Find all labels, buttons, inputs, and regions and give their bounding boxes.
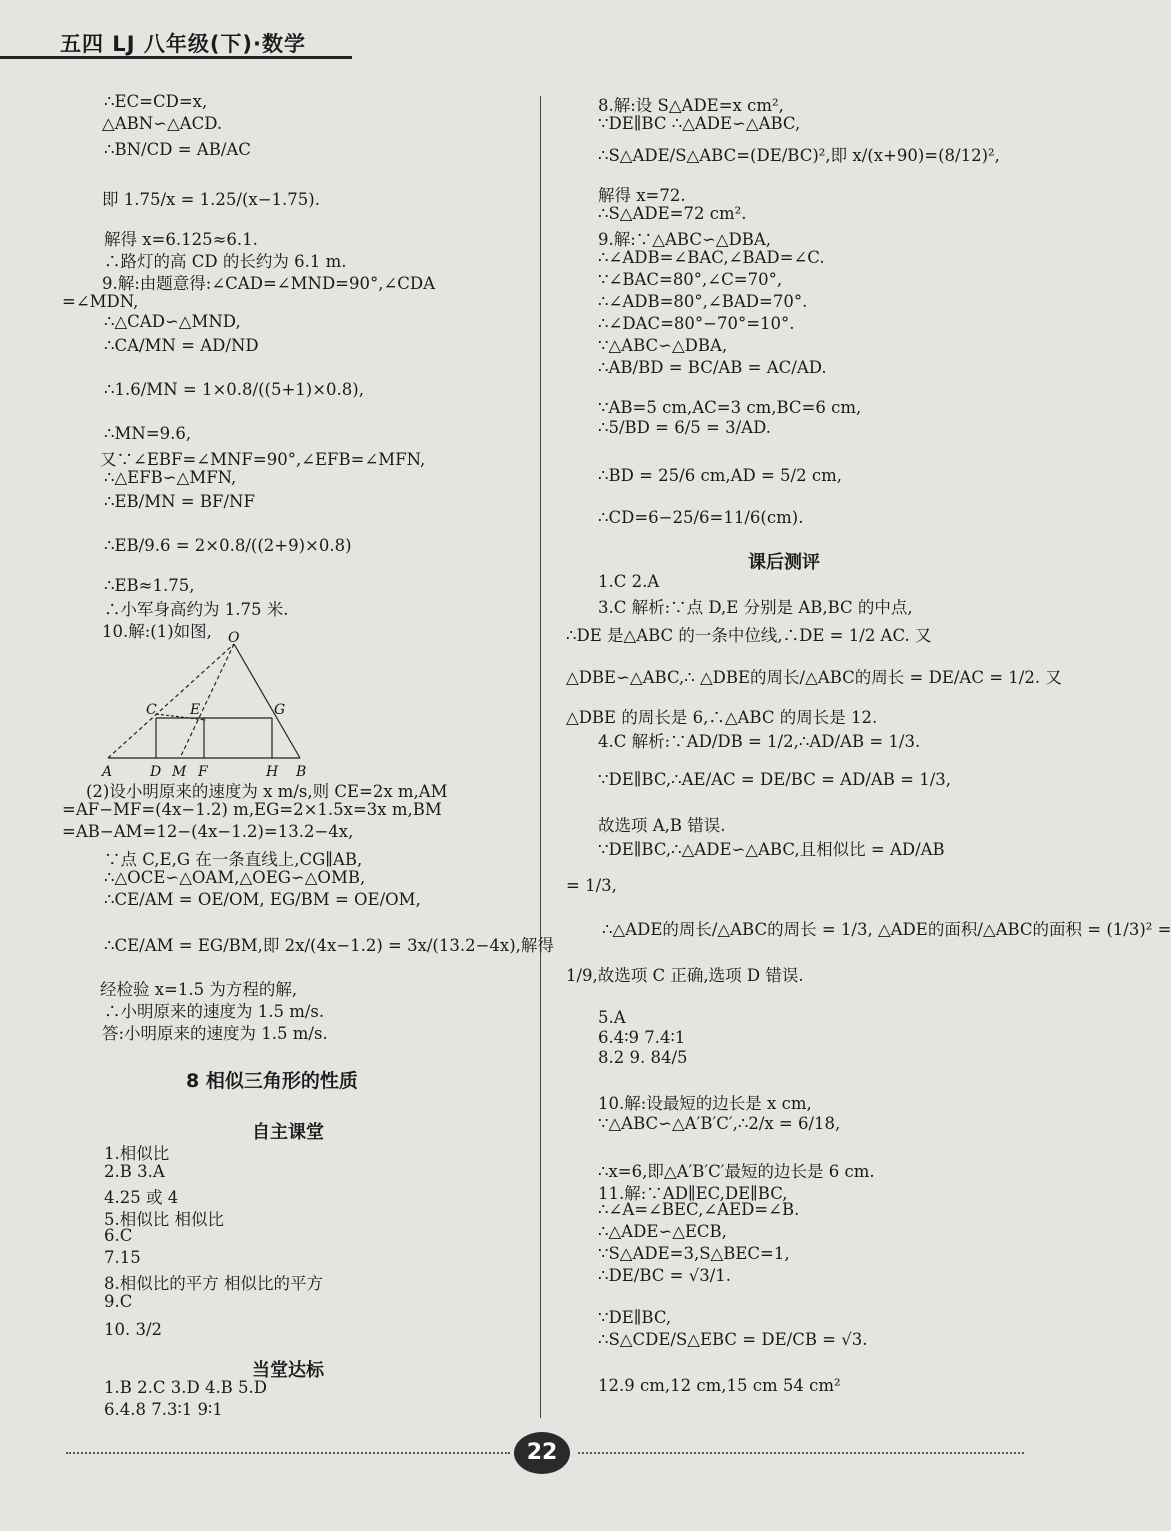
label-m: M [172, 764, 187, 780]
sub2-lines-line: 6.4.8 7.3∶1 9∶1 [104, 1400, 223, 1419]
left-lines-line: =AF−MF=(4x−1.2) m,EG=2×1.5x=3x m,BM [62, 800, 442, 819]
sub3-lines-line: = 1/3, [566, 876, 617, 895]
subsection-zizhu: 自主课堂 [252, 1122, 324, 1143]
left-lines-line: ∴小军身高约为 1.75 米. [104, 600, 289, 619]
sub3-lines-line: 1/9,故选项 C 正确,选项 D 错误. [566, 966, 804, 985]
left-lines-line: ∵点 C,E,G 在一条直线上,CG∥AB, [104, 850, 363, 869]
sub1-lines-line: 2.B 3.A [104, 1162, 165, 1181]
right-lines-line: ∴CD=6−25/6=11/6(cm). [598, 508, 804, 527]
sub3-lines-line: ∵DE∥BC,∴△ADE∽△ABC,且相似比 = AD/AB [598, 840, 945, 859]
label-f: F [198, 764, 208, 780]
label-d: D [150, 764, 162, 780]
left-lines-line: ∴BN/CD = AB/AC [104, 140, 251, 159]
label-b: B [296, 764, 307, 780]
sub3-lines-line: ∵△ABC∽△A′B′C′,∴2/x = 6/18, [598, 1114, 841, 1133]
right-lines-line: ∵AB=5 cm,AC=3 cm,BC=6 cm, [598, 398, 862, 417]
sub3-lines-line: △DBE 的周长是 6,∴△ABC 的周长是 12. [566, 708, 878, 727]
sub3-lines-line: ∴△ADE的周长/△ABC的周长 = 1/3, △ADE的面积/△ABC的面积 = (1/3)² = [602, 920, 1171, 939]
sub1-lines-line: 4.25 或 4 [104, 1188, 179, 1207]
right-lines-line: ∴S△ADE/S△ABC=(DE/BC)²,即 x/(x+90)=(8/12)², [598, 146, 1000, 165]
sub1-lines-line: 6.C [104, 1226, 133, 1245]
label-h: H [266, 764, 279, 780]
left-lines-line: ∴CE/AM = OE/OM, EG/BM = OE/OM, [104, 890, 421, 909]
page-number: 22 [514, 1432, 570, 1474]
sub3-lines-line: ∴DE/BC = √3/1. [598, 1266, 732, 1285]
footer-dots-right [578, 1452, 1024, 1454]
sub3-lines-line: ∴△ADE∽△ECB, [598, 1222, 727, 1241]
page-header: 五四 LJ 八年级(下)·数学 [60, 32, 306, 56]
column-divider [540, 96, 541, 1418]
sub3-lines-line: 8.2 9. 84/5 [598, 1048, 688, 1067]
right-lines-line: ∴∠DAC=80°−70°=10°. [598, 314, 795, 333]
right-lines-line: ∴∠ADB=∠BAC,∠BAD=∠C. [598, 248, 825, 267]
sub1-lines-line: 5.相似比 相似比 [104, 1210, 224, 1229]
label-a: A [102, 764, 113, 780]
left-lines-line: 即 1.75/x = 1.25/(x−1.75). [102, 190, 320, 209]
triangle-figure [100, 632, 320, 780]
right-lines-line: 9.解:∵△ABC∽△DBA, [598, 230, 771, 249]
left-lines-line: △ABN∽△ACD. [102, 114, 223, 133]
label-g: G [274, 702, 286, 718]
left-lines-line: ∴△EFB∽△MFN, [104, 468, 237, 487]
left-lines-line: =∠MDN, [62, 292, 139, 311]
left-lines-line: ∴CA/MN = AD/ND [104, 336, 259, 355]
figure-line-oa [108, 644, 234, 758]
right-lines-line: ∴BD = 25/6 cm,AD = 5/2 cm, [598, 466, 842, 485]
sub3-lines-line: 5.A [598, 1008, 626, 1027]
sub3-lines-line: 1.C 2.A [598, 572, 660, 591]
sub1-lines-line: 7.15 [104, 1248, 141, 1267]
left-lines-line: ∴EC=CD=x, [104, 92, 208, 111]
left-lines-line: ∴路灯的高 CD 的长约为 6.1 m. [104, 252, 347, 271]
sub3-lines-line: 10.解:设最短的边长是 x cm, [598, 1094, 812, 1113]
sub1-lines-line: 1.相似比 [104, 1144, 170, 1163]
sub3-lines-line: ∴S△CDE/S△EBC = DE/CB = √3. [598, 1330, 868, 1349]
left-lines-line: ∴MN=9.6, [104, 424, 192, 443]
left-lines-line: ∴△OCE∽△OAM,△OEG∽△OMB, [104, 868, 366, 887]
right-lines-line: ∵△ABC∽△DBA, [598, 336, 728, 355]
right-lines-line: 8.解:设 S△ADE=x cm², [598, 96, 784, 115]
sub3-lines-line: ∴DE 是△ABC 的一条中位线,∴DE = 1/2 AC. 又 [566, 626, 932, 645]
right-lines-line: ∴5/BD = 6/5 = 3/AD. [598, 418, 771, 437]
sub1-lines-line: 10. 3/2 [104, 1320, 163, 1339]
left-lines-line: ∴CE/AM = EG/BM,即 2x/(4x−1.2) = 3x/(13.2−4x),解得 [104, 936, 554, 955]
sub3-lines-line: 4.C 解析:∵AD/DB = 1/2,∴AD/AB = 1/3. [598, 732, 921, 751]
sub3-lines-line: 11.解:∵AD∥EC,DE∥BC, [598, 1184, 788, 1203]
section-title: 8 相似三角形的性质 [186, 1070, 358, 1092]
sub3-lines-line: ∴∠A=∠BEC,∠AED=∠B. [598, 1200, 800, 1219]
right-lines-line: ∵DE∥BC ∴△ADE∽△ABC, [598, 114, 801, 133]
left-lines-line: =AB−AM=12−(4x−1.2)=13.2−4x, [62, 822, 354, 841]
subsection-dangtang: 当堂达标 [252, 1360, 324, 1381]
sub3-lines-line: 3.C 解析:∵点 D,E 分别是 AB,BC 的中点, [598, 598, 913, 617]
footer-dots-left [66, 1452, 510, 1454]
sub1-lines-line: 8.相似比的平方 相似比的平方 [104, 1274, 323, 1293]
sub3-lines-line: 6.4∶9 7.4∶1 [598, 1028, 686, 1047]
right-lines-line: 解得 x=72. [598, 186, 686, 205]
left-lines-line: 答:小明原来的速度为 1.5 m/s. [102, 1024, 328, 1043]
left-lines-line: (2)设小明原来的速度为 x m/s,则 CE=2x m,AM [86, 782, 448, 801]
left-lines-line: ∴1.6/MN = 1×0.8/((5+1)×0.8), [104, 380, 364, 399]
left-lines-line: ∴EB/MN = BF/NF [104, 492, 255, 511]
left-lines-line: 又∵∠EBF=∠MNF=90°,∠EFB=∠MFN, [100, 450, 426, 469]
sub3-lines-line: ∴x=6,即△A′B′C′最短的边长是 6 cm. [598, 1162, 875, 1181]
sub3-lines-line: 故选项 A,B 错误. [598, 816, 726, 835]
sub2-lines-line: 1.B 2.C 3.D 4.B 5.D [104, 1378, 268, 1397]
left-lines-line: 10.解:(1)如图, [102, 622, 212, 641]
left-lines-line: 经检验 x=1.5 为方程的解, [100, 980, 298, 999]
right-lines-line: ∵∠BAC=80°,∠C=70°, [598, 270, 783, 289]
left-lines-line: ∴EB/9.6 = 2×0.8/((2+9)×0.8) [104, 536, 352, 555]
label-o: O [228, 630, 240, 646]
right-lines-line: ∴S△ADE=72 cm². [598, 204, 747, 223]
left-lines-line: ∴小明原来的速度为 1.5 m/s. [104, 1002, 325, 1021]
label-e: E [190, 702, 201, 718]
sub1-lines-line: 9.C [104, 1292, 133, 1311]
sub3-lines-line: ∵DE∥BC, [598, 1308, 672, 1327]
sub3-lines-line: ∵DE∥BC,∴AE/AC = DE/BC = AD/AB = 1/3, [598, 770, 952, 789]
sub3-lines-line: ∵S△ADE=3,S△BEC=1, [598, 1244, 790, 1263]
sub3-lines-line: △DBE∽△ABC,∴ △DBE的周长/△ABC的周长 = DE/AC = 1/2. 又 [566, 668, 1062, 687]
left-lines-line: ∴△CAD∽△MND, [104, 312, 241, 331]
figure-line-ob [234, 644, 300, 758]
label-c: C [146, 702, 157, 718]
figure-line-om [180, 644, 234, 758]
right-lines-line: ∴AB/BD = BC/AB = AC/AD. [598, 358, 827, 377]
sub3-lines-line: 12.9 cm,12 cm,15 cm 54 cm² [598, 1376, 841, 1395]
left-lines-line: 9.解:由题意得:∠CAD=∠MND=90°,∠CDA [102, 274, 436, 293]
left-lines-line: ∴EB≈1.75, [104, 576, 195, 595]
header-rule [0, 56, 352, 59]
subsection-kehou: 课后测评 [748, 552, 820, 573]
left-lines-line: 解得 x=6.125≈6.1. [104, 230, 258, 249]
right-lines-line: ∴∠ADB=80°,∠BAD=70°. [598, 292, 808, 311]
